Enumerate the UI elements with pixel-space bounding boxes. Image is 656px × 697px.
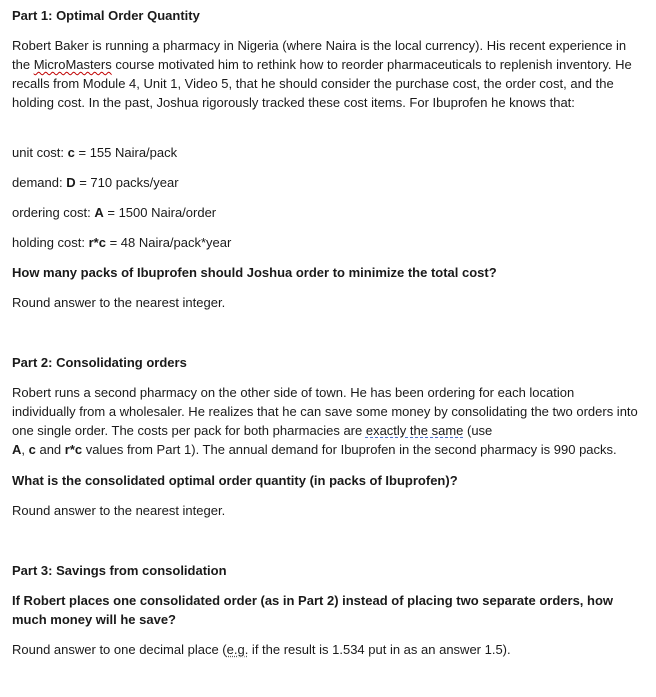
part2-heading: Part 2: Consolidating orders (12, 355, 187, 370)
grammar-flag: exactly the same (365, 423, 464, 438)
holding-cost-line: holding cost: r*c = 48 Naira/pack*year (12, 235, 232, 250)
part1-round-note: Round answer to the nearest integer. (12, 295, 226, 310)
part3-round-note: Round answer to one decimal place (e.g. if the result is 1.534 put in as an answer 1.5). (12, 642, 511, 657)
part1-question: How many packs of Ibuprofen should Joshua order to minimize the total cost? (12, 265, 497, 280)
part2-round-note: Round answer to the nearest integer. (12, 503, 226, 518)
part2-body: Robert runs a second pharmacy on the other side of town. He has been ordering for each location individually from a wholesaler. He realizes that he can save some money by consolidating the two orders into one single order. The costs per pack for both pharmacies are exactly the same (use A, c and r*c values from Part 1). The annual demand for Ibuprofen in the second pharmacy is 990 packs. (12, 385, 638, 457)
part3-question: If Robert places one consolidated order (as in Part 2) instead of placing two separate orders, how much money will he save? (12, 593, 614, 627)
part1-intro: Robert Baker is running a pharmacy in Nigeria (where Naira is the local currency). His recent experience in the MicroMasters course motivated him to rethink how to reorder pharmaceuticals to replenish inventory. He recalls from Module 4, Unit 1, Video 5, that he should consider the purchase cost, the order cost, and the holding cost. In the past, Joshua rigorously tracked these cost items. For Ibuprofen he knows that: (12, 38, 632, 110)
demand-line: demand: D = 710 packs/year (12, 175, 179, 190)
part1-heading: Part 1: Optimal Order Quantity (12, 8, 200, 23)
unit-cost-line: unit cost: c = 155 Naira/pack (12, 145, 178, 160)
part3-heading: Part 3: Savings from consolidation (12, 563, 227, 578)
ordering-cost-line: ordering cost: A = 1500 Naira/order (12, 205, 217, 220)
spelling-flag: MicroMasters (33, 57, 112, 72)
part2-question: What is the consolidated optimal order quantity (in packs of Ibuprofen)? (12, 473, 458, 488)
abbreviation-flag: e.g. (226, 642, 249, 657)
